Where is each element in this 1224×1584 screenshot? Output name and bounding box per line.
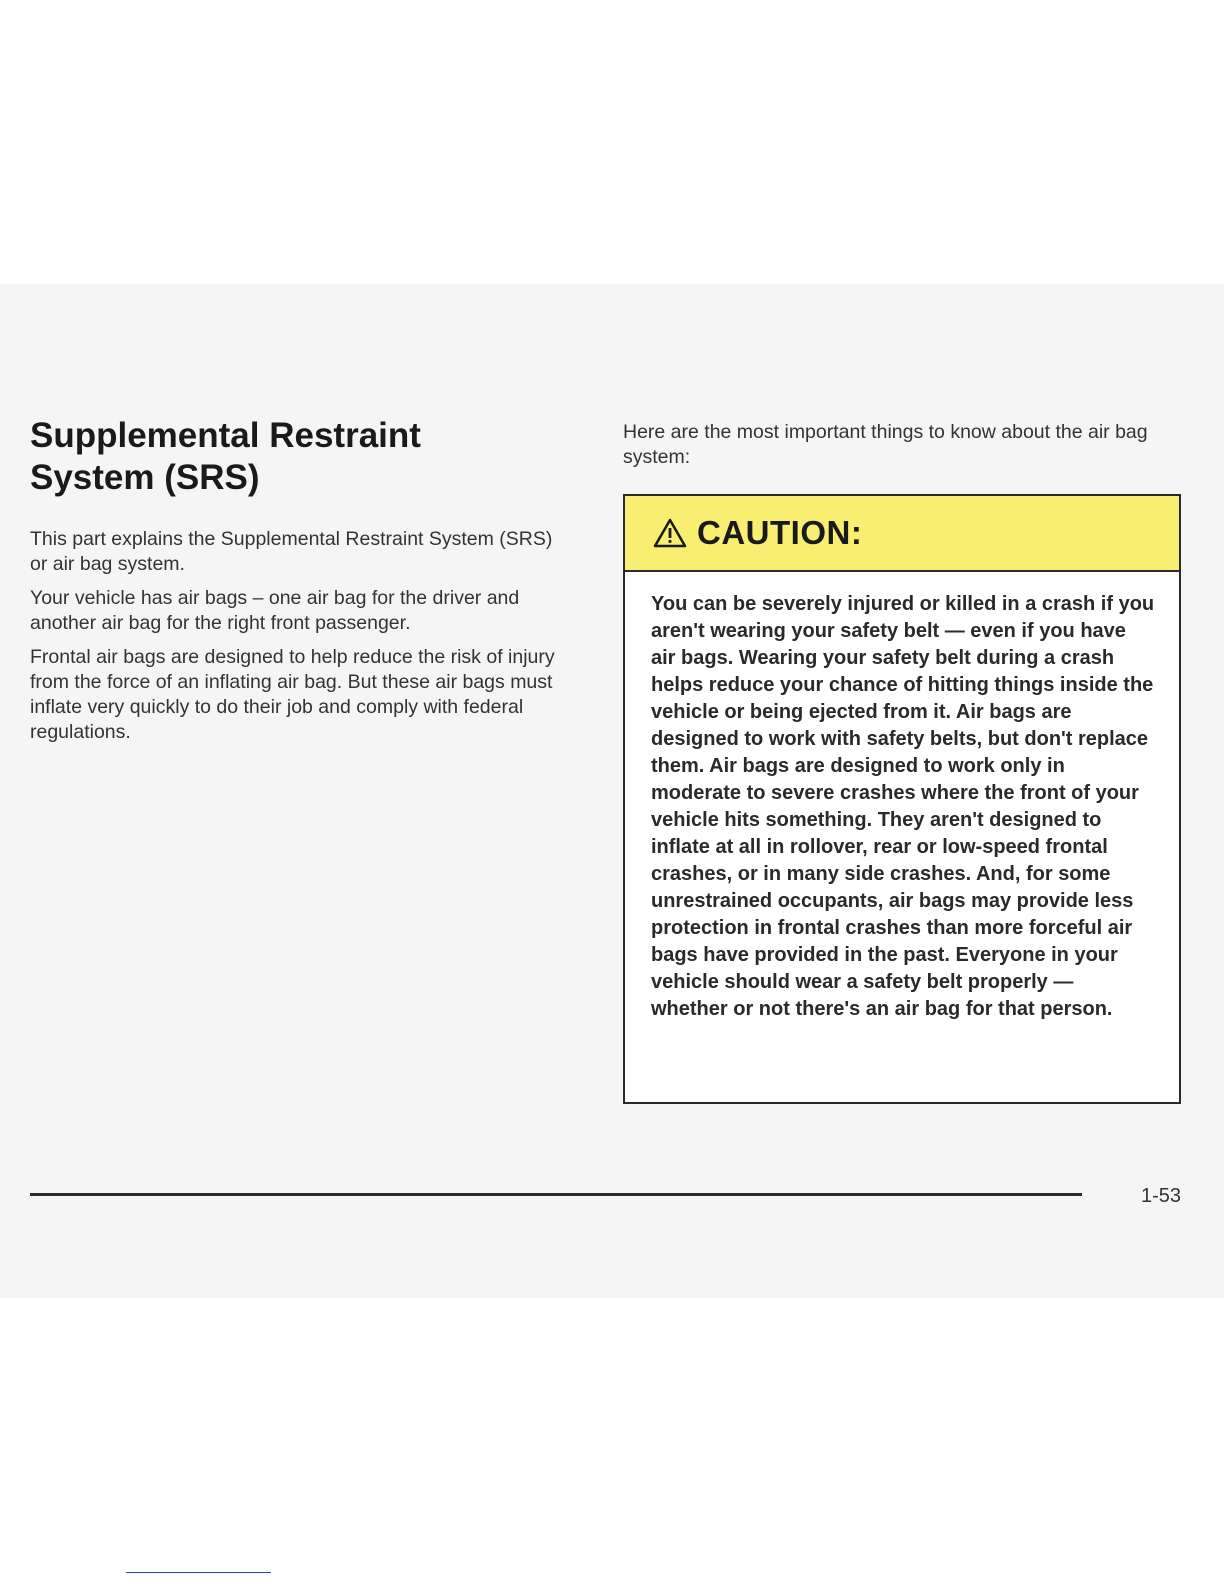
paragraph-frontal-air-bags: Frontal air bags are designed to help reduce the risk of injury from the force of an inflating air bag. But these air bags must inflate very quickly to do their job and comply with federal regulations. [30,646,555,743]
paragraph-srs-overview: This part explains the Supplemental Restraint System (SRS) or air bag system. [30,528,553,575]
caution-label: CAUTION: [697,514,863,551]
right-column [623,420,1183,470]
link-underline [126,1572,271,1573]
footer-rule [30,1193,1082,1196]
caution-box [623,494,1181,1104]
caution-header [625,496,1179,572]
page-number: 1-53 [1141,1185,1182,1207]
paragraph-air-bag-locations: Your vehicle has air bags – one air bag for the driver and another air bag for the right front passenger. [30,587,520,634]
left-column [30,415,575,754]
intro-text: Here are the most important things to know about the air bag system: [623,421,1148,468]
warning-triangle-icon [653,518,687,548]
caution-text: You can be severely injured or killed in a crash if you aren't wearing your safety belt — even if you have air bags. Wearing your safety belt during a crash helps reduce your chance of hitting things inside the vehicle or being ejected from it. Air bags are designed to work with safety belts, but don't replace them. Air bags are designed to work only in moderate to severe crashes where the front of your vehicle hits something. They aren't designed to inflate at all in rollover, rear or low-speed frontal crashes, or in many side crashes. And, for some unrestrained occupants, air bags may provide less protection in frontal crashes than more forceful air bags have provided in the past. Everyone in your vehicle should wear a safety belt properly — whether or not there's an air bag for that person. [651,593,1155,1020]
section-title: Supplemental Restraint System (SRS) [30,416,421,497]
